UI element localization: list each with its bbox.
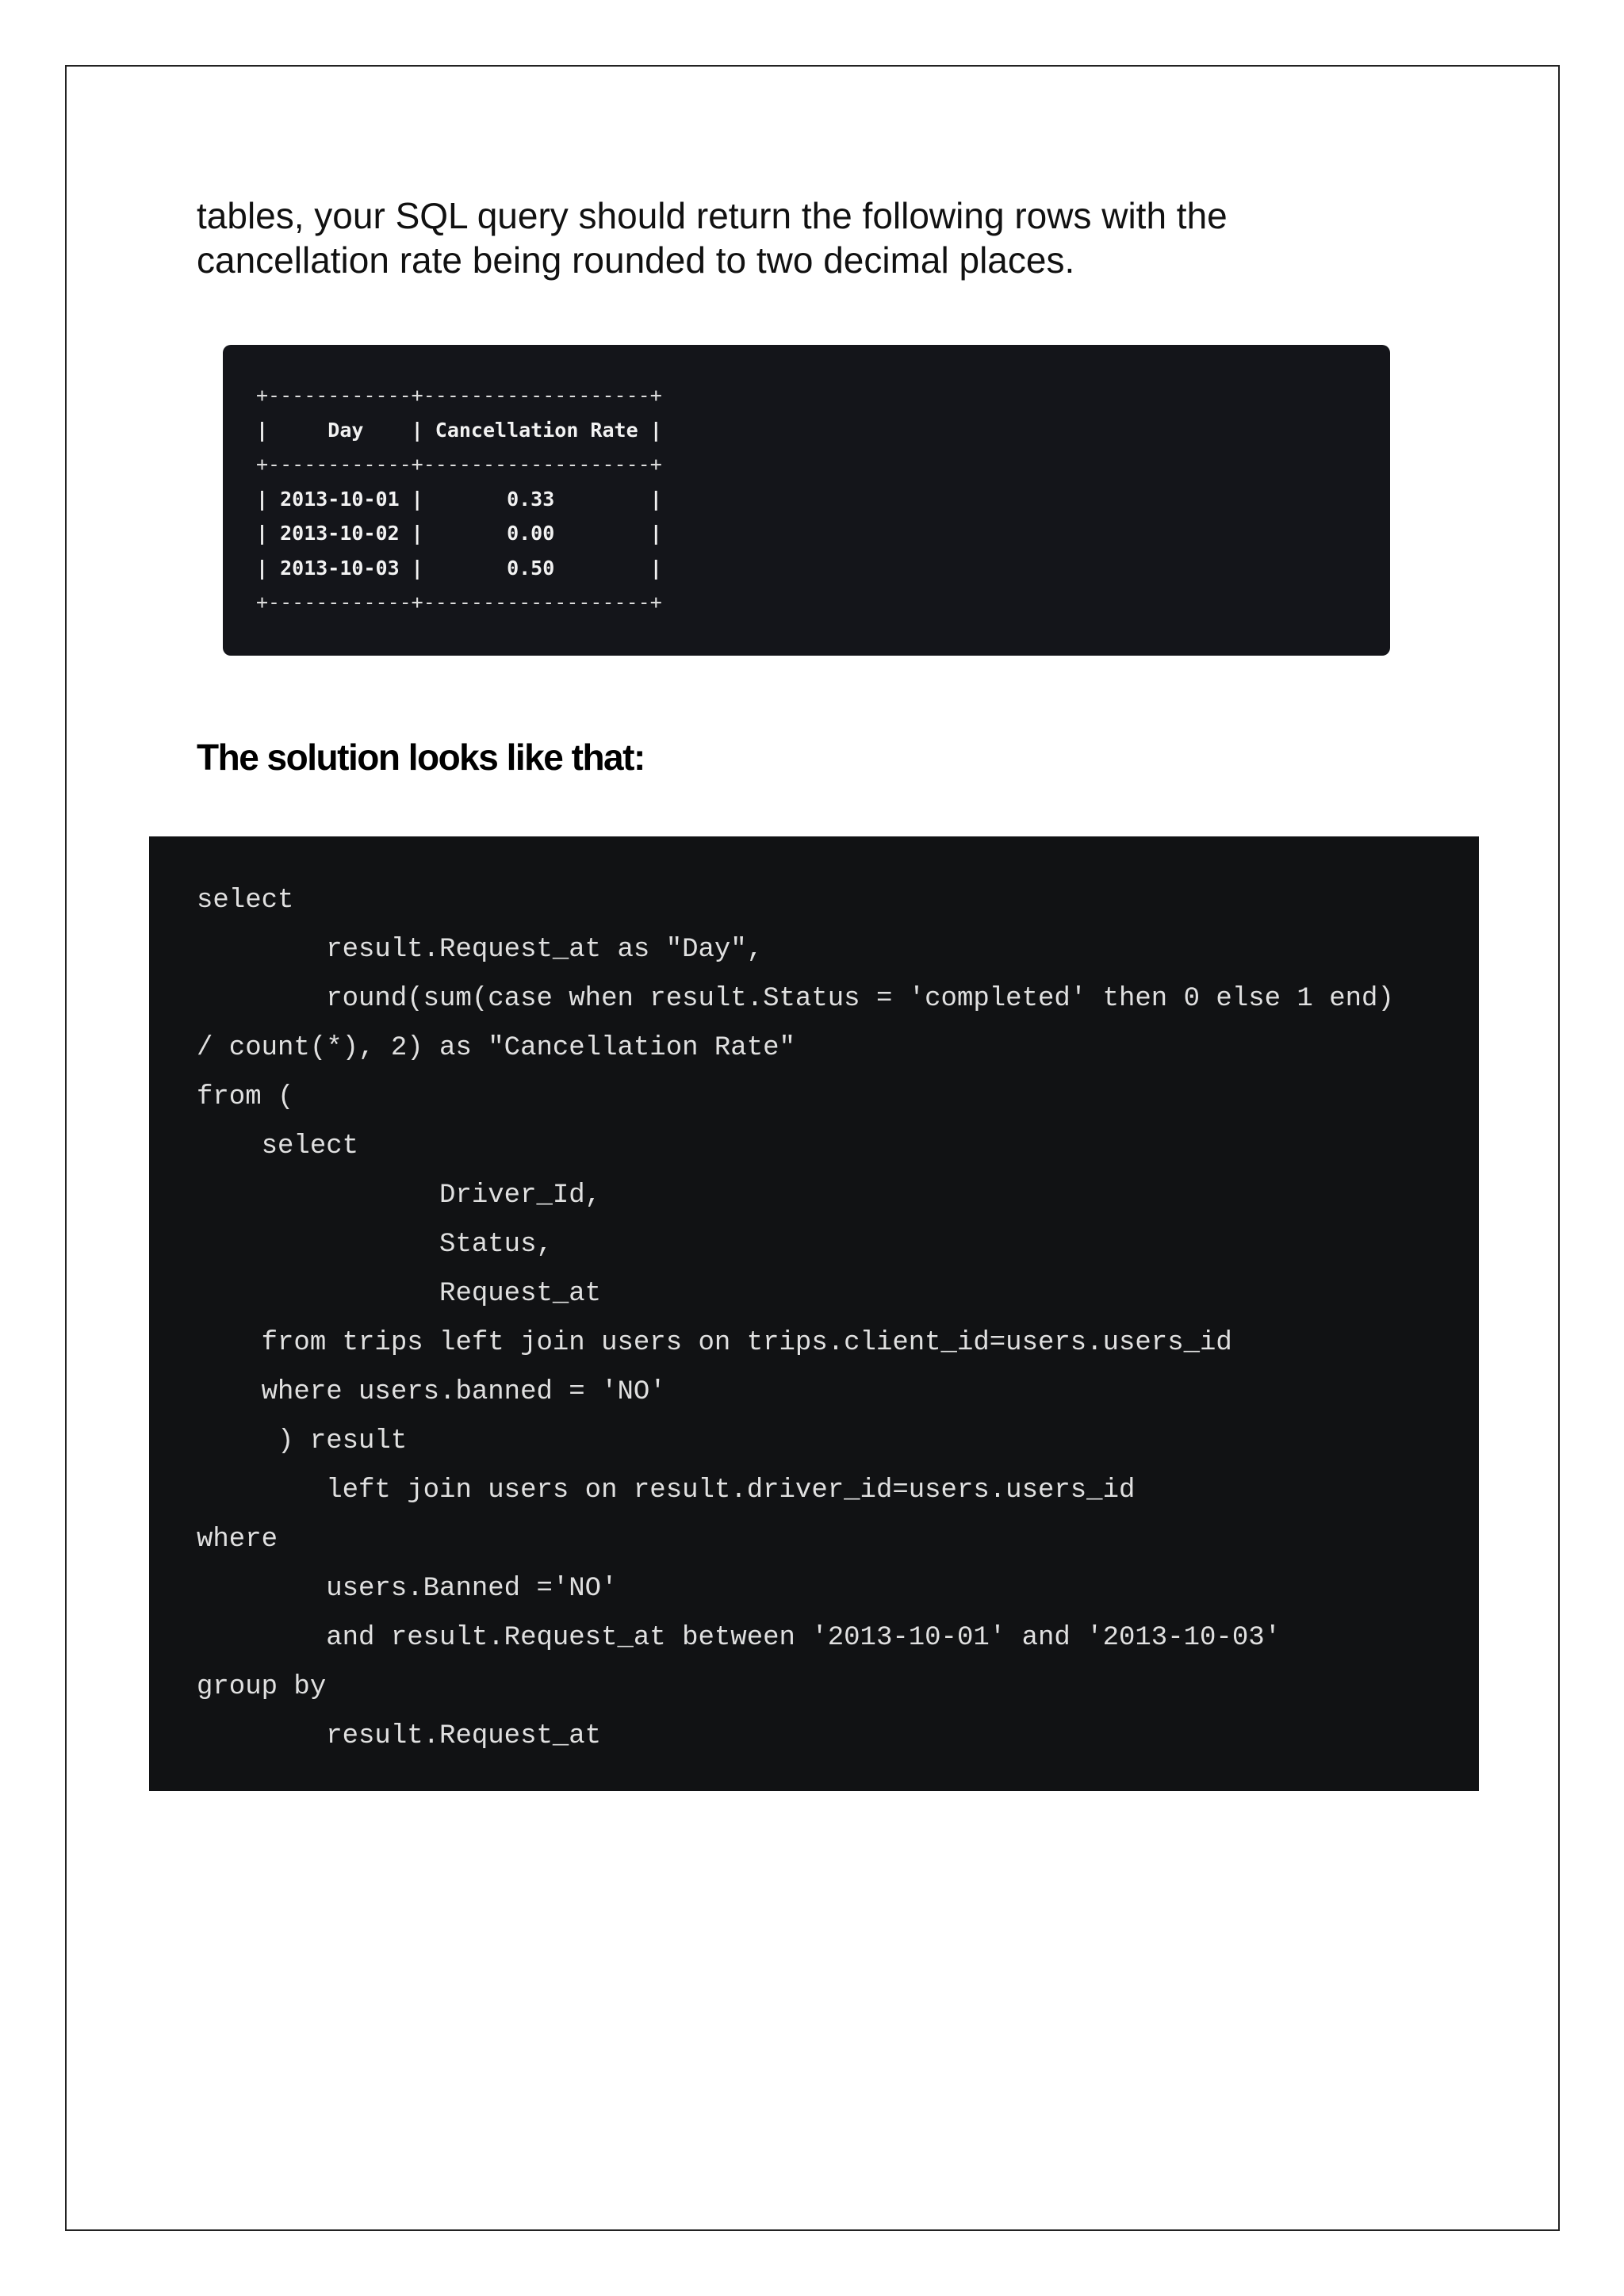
table-row: | 2013-10-02 | 0.00 | xyxy=(256,522,662,545)
code-line: group by xyxy=(197,1672,327,1702)
result-table-block xyxy=(223,345,1390,656)
code-line: round(sum(case when result.Status = 'completed' then 0 else 1 end) xyxy=(197,984,1394,1014)
table-border-mid: +------------+-------------------+ xyxy=(256,453,662,476)
code-line: Driver_Id, xyxy=(197,1181,602,1211)
table-row: | 2013-10-03 | 0.50 | xyxy=(256,556,662,580)
code-line: ) result xyxy=(197,1426,408,1456)
sql-code xyxy=(197,876,1394,1761)
code-line: where users.banned = 'NO' xyxy=(197,1377,666,1407)
code-line: users.Banned ='NO' xyxy=(197,1574,618,1604)
intro-paragraph xyxy=(197,193,1465,282)
code-line: Status, xyxy=(197,1230,553,1260)
code-line: from trips left join users on trips.client_id=users.users_id xyxy=(197,1328,1232,1358)
table-border-bottom: +------------+-------------------+ xyxy=(256,591,662,614)
code-line: select xyxy=(197,1131,359,1161)
sql-code-block xyxy=(149,836,1479,1791)
code-line: where xyxy=(197,1525,278,1555)
code-line: left join users on result.driver_id=users.users_id xyxy=(197,1475,1136,1506)
code-line: Request_at xyxy=(197,1279,602,1309)
intro-line: cancellation rate being rounded to two decimal places. xyxy=(197,239,1075,281)
code-line: / count(*), 2) as "Cancellation Rate" xyxy=(197,1033,795,1063)
table-border-top: +------------+-------------------+ xyxy=(256,384,662,407)
intro-line: tables, your SQL query should return the following rows with the xyxy=(197,195,1228,236)
code-line: select xyxy=(197,886,294,916)
table-row: | 2013-10-01 | 0.33 | xyxy=(256,487,662,511)
code-line: result.Request_at as "Day", xyxy=(197,935,764,965)
solution-heading: The solution looks like that: xyxy=(197,737,645,778)
result-table xyxy=(256,378,662,620)
code-line: result.Request_at xyxy=(197,1721,602,1751)
code-line: from ( xyxy=(197,1082,294,1112)
code-line: and result.Request_at between '2013-10-01' and '2013-10-03' xyxy=(197,1623,1281,1653)
table-header-row: | Day | Cancellation Rate | xyxy=(256,418,662,442)
